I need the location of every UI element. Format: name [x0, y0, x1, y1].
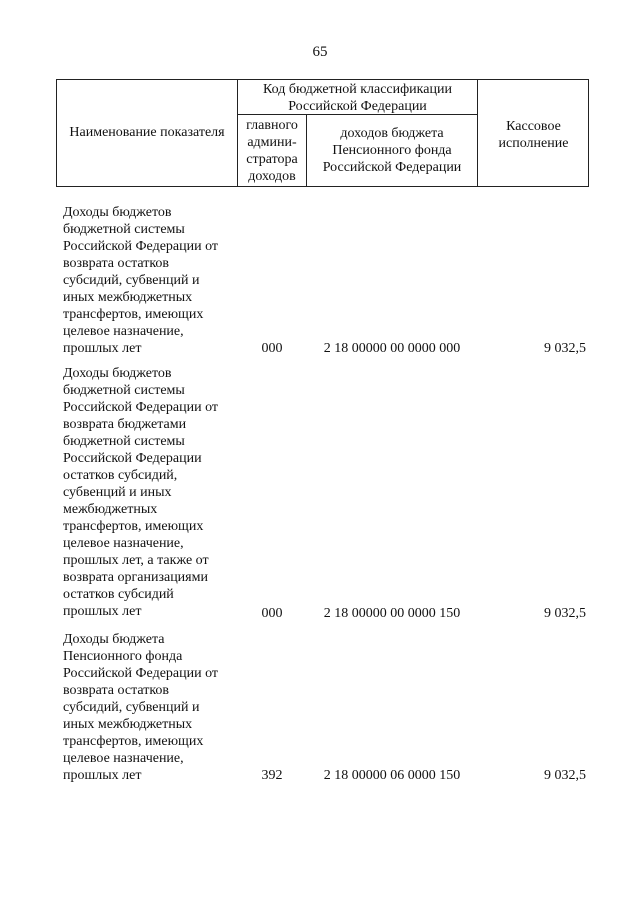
- header-cash-execution: Кассовое исполнение: [498, 119, 569, 151]
- row-amount: 9 032,5: [544, 606, 586, 621]
- header-chief-admin: главного админи-стратора доходов: [246, 118, 298, 184]
- row-admin-code: 000: [261, 606, 283, 621]
- row-name: Доходы бюджетов бюджетной системы Российской Федерации от возврата бюджетами бюджетной системы Российской Федерации остатков субсидий, субвенций и иных межбюджетных трансфертов, имеющих целевое назначение, прошлых лет, а также от возврата организациями остатков субсидий прошлых лет: [63, 366, 219, 619]
- page-number: 65: [312, 44, 328, 60]
- header-code-group: Код бюджетной классификации Российской Федерации: [263, 82, 452, 114]
- header-fund-income: доходов бюджета Пенсионного фонда Российской Федерации: [322, 126, 462, 175]
- row-name: Доходы бюджета Пенсионного фонда Российской Федерации от возврата остатков субсидий, субвенций и иных межбюджетных трансфертов, имеющих целевое назначение, прошлых лет: [63, 632, 219, 783]
- row-income-code: 2 18 00000 06 0000 150: [323, 768, 461, 783]
- header-indicator: Наименование показателя: [69, 125, 225, 140]
- row-income-code: 2 18 00000 00 0000 150: [323, 606, 461, 621]
- row-amount: 9 032,5: [544, 341, 586, 356]
- row-amount: 9 032,5: [544, 768, 586, 783]
- row-admin-code: 392: [261, 768, 283, 783]
- row-name: Доходы бюджетов бюджетной системы Российской Федерации от возврата остатков субсидий, субвенций и иных межбюджетных трансфертов, имеющих целевое назначение, прошлых лет: [63, 205, 219, 356]
- row-income-code: 2 18 00000 00 0000 000: [323, 341, 461, 356]
- row-admin-code: 000: [261, 341, 283, 356]
